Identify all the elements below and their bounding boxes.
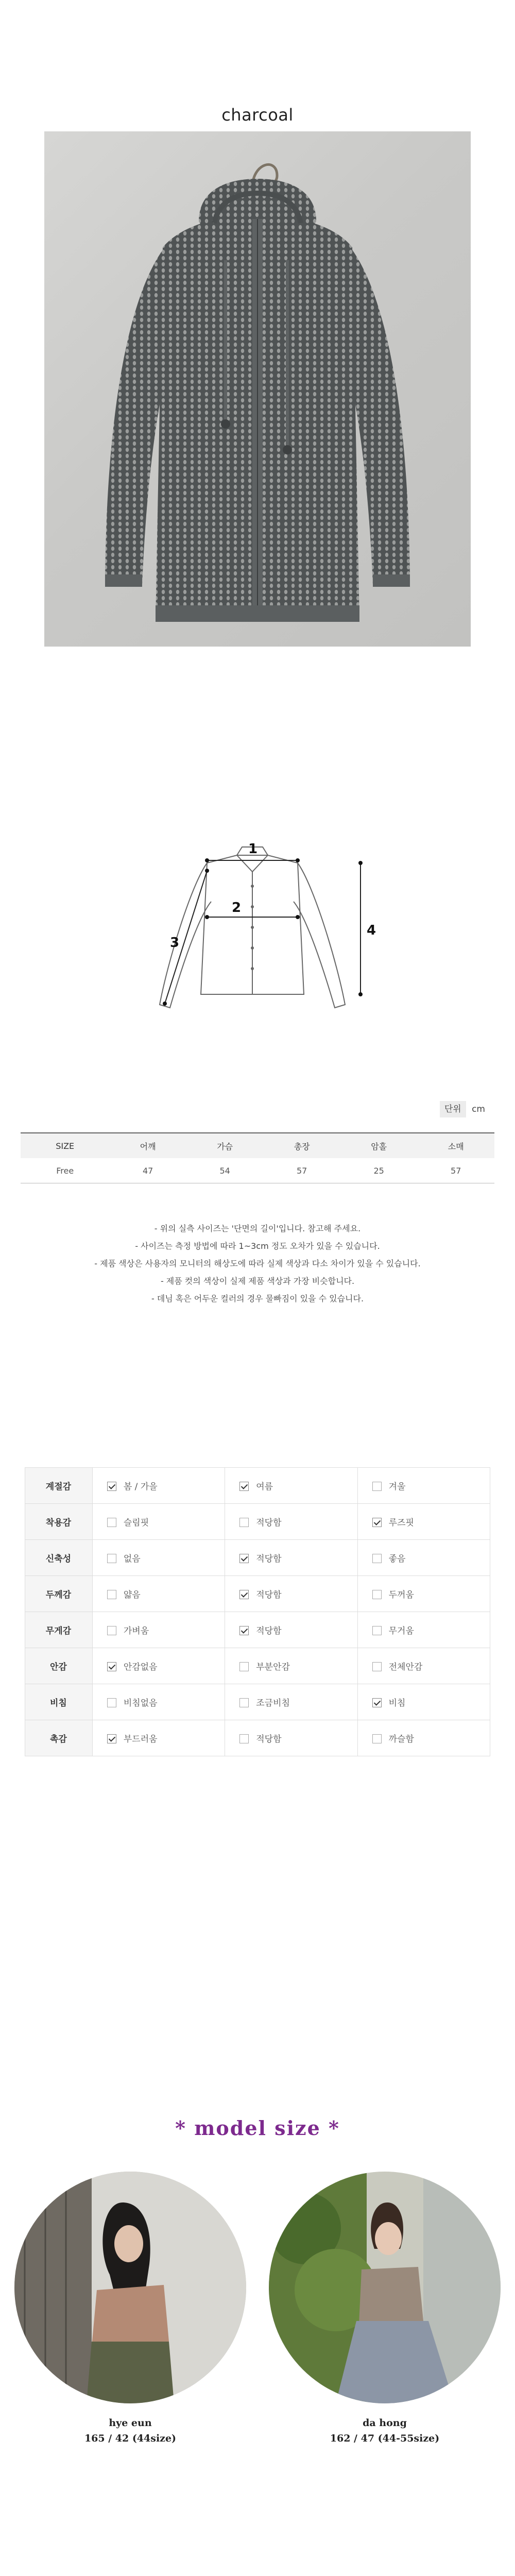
fabric-option-text: 비침	[388, 1698, 406, 1708]
note-line: - 사이즈는 측정 방법에 따라 1~3cm 정도 오차가 있을 수 있습니다.	[135, 1241, 380, 1251]
fabric-option-text: 안감없음	[123, 1662, 158, 1672]
fabric-option-text: 좋음	[388, 1554, 406, 1564]
fabric-option-text: 적당함	[256, 1734, 282, 1744]
checked-box-icon	[239, 1482, 249, 1491]
fabric-row	[25, 1504, 490, 1540]
fabric-option	[225, 1648, 357, 1684]
fabric-option	[357, 1612, 490, 1648]
unit-label: 단위	[440, 1101, 466, 1117]
fabric-option-text: 적당함	[256, 1626, 282, 1636]
empty-box-icon	[107, 1698, 116, 1707]
empty-box-icon	[239, 1518, 249, 1527]
size-cell: 25	[340, 1158, 418, 1183]
note-line: - 데님 혹은 어두운 컬러의 경우 물빠짐이 있을 수 있습니다.	[151, 1294, 364, 1303]
model-name: da hong	[363, 2417, 407, 2429]
fabric-option-text: 없음	[123, 1554, 141, 1564]
fabric-option-text: 조금비침	[256, 1698, 290, 1708]
model-caption	[269, 2415, 501, 2446]
fabric-option-text: 두꺼움	[388, 1590, 414, 1600]
fabric-option-text: 루즈핏	[388, 1518, 414, 1528]
fabric-option	[92, 1540, 225, 1576]
fabric-option	[225, 1576, 357, 1612]
checked-box-icon	[239, 1554, 249, 1563]
checked-box-icon	[239, 1590, 249, 1599]
model-size-title: * model size *	[175, 2116, 340, 2140]
fabric-option	[357, 1468, 490, 1504]
empty-box-icon	[107, 1590, 116, 1599]
fabric-option	[225, 1612, 357, 1648]
model-stats: 162 / 47 (44-55size)	[330, 2433, 440, 2444]
fabric-option-text: 적당함	[256, 1554, 282, 1564]
note-line: - 제품 색상은 사용자의 모니터의 해상도에 따라 실제 색상과 다소 차이가 있을 수 있습니다.	[94, 1259, 421, 1268]
fabric-row	[25, 1468, 490, 1504]
size-diagram	[149, 840, 381, 1056]
note-line: - 제품 컷의 색상이 실제 제품 색상과 가장 비슷합니다.	[160, 1276, 355, 1286]
model-photo	[14, 2172, 246, 2403]
fabric-row-label: 신축성	[25, 1540, 93, 1576]
checked-box-icon	[107, 1662, 116, 1671]
fabric-option	[357, 1504, 490, 1540]
fabric-option	[92, 1576, 225, 1612]
unit-indicator	[440, 1101, 485, 1114]
fabric-option	[92, 1720, 225, 1756]
checked-box-icon	[107, 1734, 116, 1743]
checked-box-icon	[372, 1518, 382, 1527]
fabric-row	[25, 1684, 490, 1720]
fabric-option	[225, 1684, 357, 1720]
empty-box-icon	[372, 1734, 382, 1743]
fabric-option-text: 적당함	[256, 1518, 282, 1528]
fabric-option	[92, 1612, 225, 1648]
empty-box-icon	[372, 1590, 382, 1599]
product-photo	[44, 131, 471, 647]
diagram-label-length: 4	[367, 923, 376, 938]
size-cell: 57	[263, 1158, 340, 1183]
size-notes	[0, 1220, 515, 1308]
empty-box-icon	[372, 1482, 382, 1491]
model-stats: 165 / 42 (44size)	[84, 2433, 177, 2444]
fabric-row-label: 비침	[25, 1684, 93, 1720]
fabric-option-text: 비침없음	[123, 1698, 158, 1708]
fabric-row-label: 착용감	[25, 1504, 93, 1540]
color-name: charcoal	[221, 105, 294, 125]
empty-box-icon	[372, 1626, 382, 1635]
fabric-option	[357, 1540, 490, 1576]
checked-box-icon	[372, 1698, 382, 1707]
fabric-option	[225, 1504, 357, 1540]
diagram-label-chest: 2	[232, 900, 242, 916]
size-header: 소매	[417, 1133, 494, 1158]
fabric-row	[25, 1576, 490, 1612]
fabric-option	[225, 1468, 357, 1504]
size-table	[21, 1132, 494, 1183]
fabric-option-text: 까슬함	[388, 1734, 414, 1744]
fabric-option	[357, 1648, 490, 1684]
fabric-row	[25, 1540, 490, 1576]
fabric-option	[92, 1468, 225, 1504]
model-caption	[14, 2415, 246, 2446]
fabric-option	[357, 1720, 490, 1756]
table-row	[21, 1158, 494, 1183]
diagram-label-sleeve: 3	[170, 935, 180, 951]
size-cell: 54	[186, 1158, 264, 1183]
diagram-label-shoulder: 1	[248, 841, 258, 857]
fabric-option	[92, 1504, 225, 1540]
size-header: SIZE	[21, 1133, 109, 1158]
size-header: 가슴	[186, 1133, 264, 1158]
fabric-row-label: 계절감	[25, 1468, 93, 1504]
unit-value: cm	[472, 1104, 485, 1114]
fabric-option-text: 겨울	[388, 1482, 406, 1492]
empty-box-icon	[107, 1554, 116, 1563]
fabric-option-text: 여름	[256, 1482, 273, 1492]
fabric-row	[25, 1720, 490, 1756]
fabric-row-label: 촉감	[25, 1720, 93, 1756]
fabric-option-text: 부분안감	[256, 1662, 290, 1672]
empty-box-icon	[239, 1698, 249, 1707]
fabric-option	[92, 1648, 225, 1684]
size-header: 암홀	[340, 1133, 418, 1158]
fabric-row-label: 무게감	[25, 1612, 93, 1648]
fabric-option	[225, 1540, 357, 1576]
note-line: - 위의 실측 사이즈는 '단면의 길이'입니다. 참고해 주세요.	[154, 1224, 361, 1233]
fabric-option	[225, 1720, 357, 1756]
fabric-option	[357, 1684, 490, 1720]
fabric-option-text: 적당함	[256, 1590, 282, 1600]
size-header: 총장	[263, 1133, 340, 1158]
fabric-option-text: 무거움	[388, 1626, 414, 1636]
size-header: 어깨	[109, 1133, 186, 1158]
model-name: hye eun	[109, 2417, 152, 2429]
empty-box-icon	[239, 1662, 249, 1671]
checked-box-icon	[107, 1482, 116, 1491]
empty-box-icon	[107, 1626, 116, 1635]
fabric-option-text: 얇음	[123, 1590, 141, 1600]
fabric-row-label: 안감	[25, 1648, 93, 1684]
fabric-option-text: 전체안감	[388, 1662, 423, 1672]
fabric-row-label: 두께감	[25, 1576, 93, 1612]
size-table-header-row	[21, 1133, 494, 1158]
fabric-option-text: 가벼움	[123, 1626, 149, 1636]
empty-box-icon	[372, 1662, 382, 1671]
size-cell: 47	[109, 1158, 186, 1183]
fabric-info-table	[25, 1467, 490, 1756]
empty-box-icon	[239, 1734, 249, 1743]
fabric-option-text: 부드러움	[123, 1734, 158, 1744]
size-cell: Free	[21, 1158, 109, 1183]
fabric-row	[25, 1612, 490, 1648]
empty-box-icon	[372, 1554, 382, 1563]
model-photo	[269, 2172, 501, 2403]
fabric-option-text: 슬림핏	[123, 1518, 149, 1528]
fabric-option-text: 봄 / 가을	[123, 1482, 158, 1492]
size-cell: 57	[417, 1158, 494, 1183]
checked-box-icon	[239, 1626, 249, 1635]
fabric-option	[92, 1684, 225, 1720]
cardigan-illustration	[44, 131, 471, 647]
fabric-row	[25, 1648, 490, 1684]
fabric-option	[357, 1576, 490, 1612]
empty-box-icon	[107, 1518, 116, 1527]
